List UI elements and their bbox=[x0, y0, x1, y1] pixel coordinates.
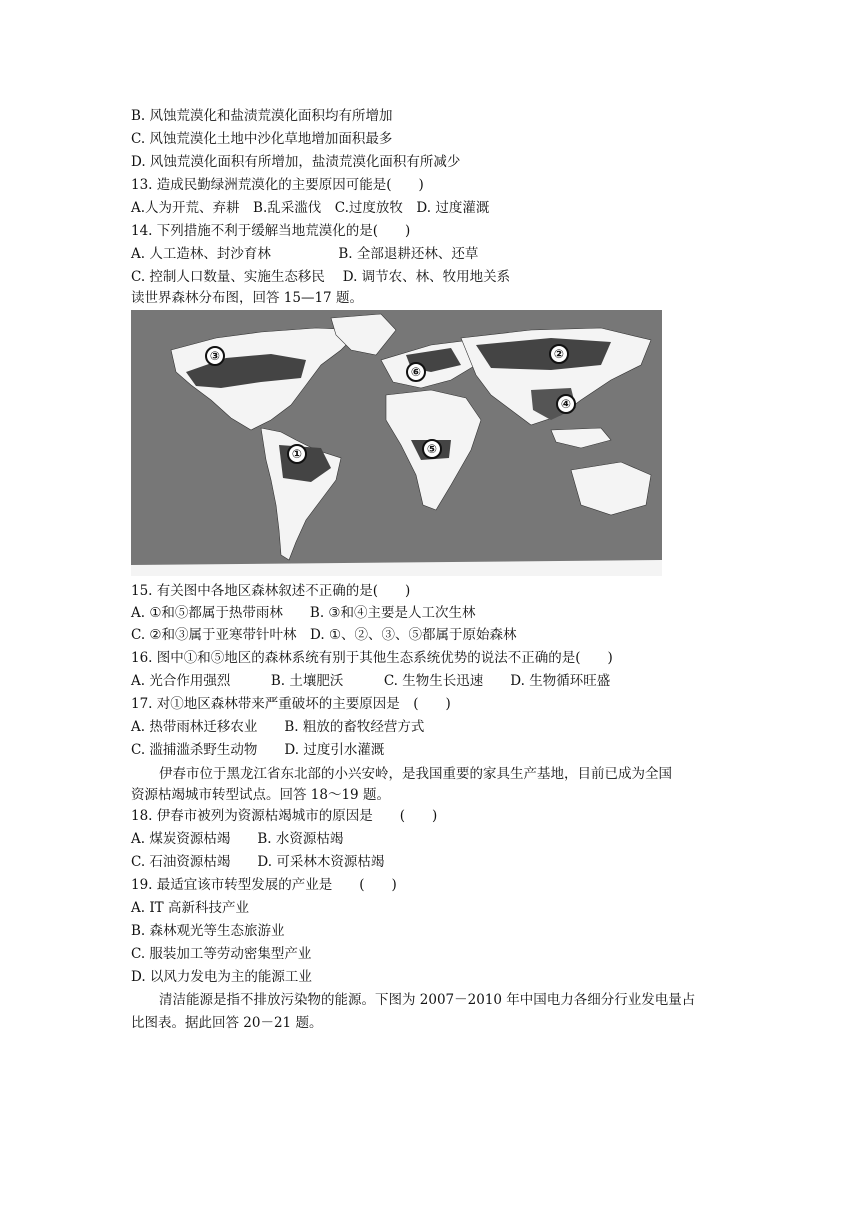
question-17: 17. 对①地区森林带来严重破坏的主要原因是 ( ) bbox=[131, 696, 451, 712]
options-13: A.人为开荒、弃耕 B.乱采滥伐 C.过度放牧 D. 过度灌溉 bbox=[131, 200, 490, 216]
option-19-d: D. 以风力发电为主的能源工业 bbox=[131, 969, 312, 985]
clean-energy-passage-line2: 比图表。据此回答 20－21 题。 bbox=[131, 1015, 323, 1031]
options-14-cd: C. 控制人口数量、实施生态移民 D. 调节农、林、牧用地关系 bbox=[131, 269, 511, 285]
options-14-ab: A. 人工造林、封沙育林 B. 全部退耕还林、还草 bbox=[131, 246, 479, 262]
clean-energy-passage-line1: 清洁能源是指不排放污染物的能源。下图为 2007－2010 年中国电力各细分行业发电量占 bbox=[159, 992, 696, 1008]
world-forest-map bbox=[131, 310, 662, 576]
options-17-ab: A. 热带雨林迁移农业 B. 粗放的畜牧经营方式 bbox=[131, 719, 425, 735]
options-16: A. 光合作用强烈 B. 土壤肥沃 C. 生物生长迅速 D. 生物循环旺盛 bbox=[131, 673, 611, 689]
option-19-c: C. 服装加工等劳动密集型产业 bbox=[131, 946, 312, 962]
map-marker-6: ⑥ bbox=[406, 362, 426, 382]
option-b-prev: B. 风蚀荒漠化和盐渍荒漠化面积均有所增加 bbox=[131, 108, 393, 124]
options-15-ab: A. ①和⑤都属于热带雨林 B. ③和④主要是人工次生林 bbox=[131, 605, 476, 621]
question-18: 18. 伊春市被列为资源枯竭城市的原因是 ( ) bbox=[131, 808, 438, 824]
question-13: 13. 造成民勤绿洲荒漠化的主要原因可能是( ) bbox=[131, 177, 424, 193]
question-14: 14. 下列措施不利于缓解当地荒漠化的是( ) bbox=[131, 223, 411, 239]
map-marker-4: ④ bbox=[556, 394, 576, 414]
question-16: 16. 图中①和⑤地区的森林系统有别于其他生态系统优势的说法不正确的是( ) bbox=[131, 650, 613, 666]
map-marker-2: ② bbox=[549, 344, 569, 364]
map-intro: 读世界森林分布图，回答 15—17 题。 bbox=[131, 290, 363, 306]
question-15: 15. 有关图中各地区森林叙述不正确的是( ) bbox=[131, 583, 411, 599]
option-19-b: B. 森林观光等生态旅游业 bbox=[131, 923, 285, 939]
yichun-passage-line2: 资源枯竭城市转型试点。回答 18～19 题。 bbox=[131, 787, 390, 803]
yichun-passage-line1: 伊春市位于黑龙江省东北部的小兴安岭，是我国重要的家具生产基地，目前已成为全国 bbox=[159, 766, 672, 782]
options-18-ab: A. 煤炭资源枯竭 B. 水资源枯竭 bbox=[131, 831, 344, 847]
question-19: 19. 最适宜该市转型发展的产业是 ( ) bbox=[131, 877, 397, 893]
option-19-a: A. IT 高新科技产业 bbox=[131, 900, 249, 916]
option-d-prev: D. 风蚀荒漠化面积有所增加，盐渍荒漠化面积有所减少 bbox=[131, 154, 461, 170]
map-marker-1: ① bbox=[287, 444, 307, 464]
options-15-cd: C. ②和③属于亚寒带针叶林 D. ①、②、③、⑤都属于原始森林 bbox=[131, 627, 517, 643]
options-18-cd: C. 石油资源枯竭 D. 可采林木资源枯竭 bbox=[131, 854, 385, 870]
map-marker-5: ⑤ bbox=[422, 439, 442, 459]
option-c-prev: C. 风蚀荒漠化土地中沙化草地增加面积最多 bbox=[131, 131, 393, 147]
map-marker-3: ③ bbox=[205, 346, 225, 366]
options-17-cd: C. 滥捕滥杀野生动物 D. 过度引水灌溉 bbox=[131, 742, 385, 758]
